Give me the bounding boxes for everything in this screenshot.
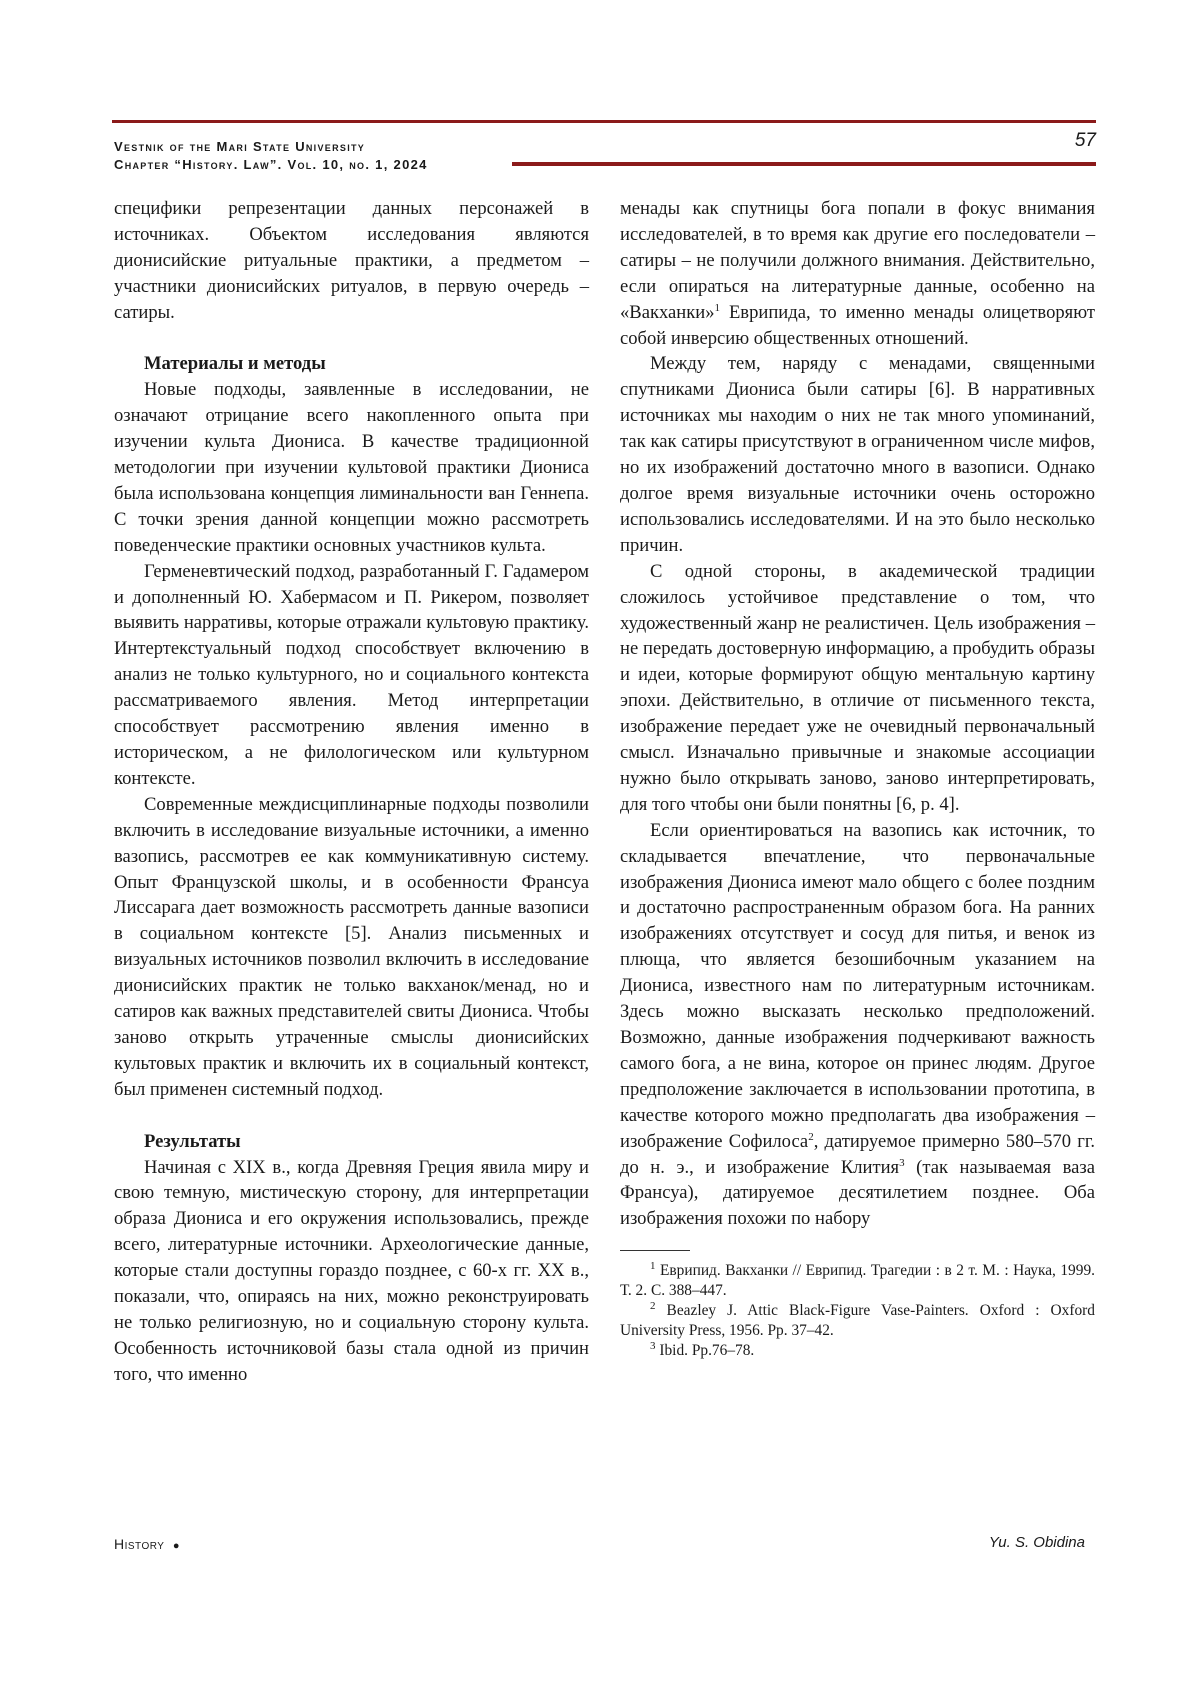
journal-title: [114, 138, 428, 174]
footnote: $^3$ Ibid. Pp.76–78.: [650, 1340, 755, 1360]
section-heading-methods: Материалы и методы: [144, 353, 326, 375]
right-column: [620, 196, 1095, 1361]
left-column: [114, 196, 589, 1388]
footer-author: Yu. S. Obidina: [988, 1534, 1085, 1551]
footnote: $^1$ Еврипид. Вакханки // Еврипид. Трагедии : в 2 т. М. : Наука, 1999. Т. 2. С. 388–447.: [620, 1260, 1095, 1300]
footnote-divider: [620, 1250, 690, 1251]
journal-title-line2: Chapter “History. Law”. Vol. 10, no. 1, 2024: [114, 157, 428, 172]
footnote-ref: 1: [714, 301, 721, 314]
footer-section-label: History: [114, 1536, 165, 1552]
bullet-icon: ●: [172, 1540, 181, 1552]
footnote: $^2$ Beazley J. Attic Black-Figure Vase-Painters. Oxford : Oxford University Press, 1956. Pp. 37–42.: [620, 1300, 1095, 1340]
page-number: 57: [1074, 130, 1096, 151]
paragraph: С одной стороны, в академической традиции сложилось устойчивое представление о том, что художественный жанр не реалистичен. Цель изображения – не передать достоверную информацию, а пробудить образы и идеи, которые формируют общую ментальную картину эпохи. Действительно, в отличие от письменного текста, изображение передает уже не очевидный первоначальный смысл. Изначально привычные и знакомые ассоциации нужно было открывать заново, заново интерпретировать, для того чтобы они были понятны [6, p. 4].: [620, 560, 1095, 815]
paragraph: Новые подходы, заявленные в исследовании, не означают отрицание всего накопленного опыта при изучении культа Диониса. В качестве традиционной методологии при изучении культовой практики Диониса была использована концепция лиминальности ван Геннепа. С точки зрения данной концепции можно рассмотреть поведенческие практики основных участников культа.: [114, 379, 589, 556]
footer-section: [114, 1536, 180, 1552]
header-rule: [512, 162, 1096, 166]
footnote-ref: 3: [899, 1156, 905, 1169]
journal-title-line1: Vestnik of the Mari State University: [114, 139, 366, 154]
paragraph: Современные междисциплинарные подходы позволили включить в исследование визуальные источники, а именно вазопись, рассмотрев ее как коммуникативную систему. Опыт Французской школы, и в особенности Франсуа Лиссарага дает возможность рассмотреть данные вазописи в социальном контексте [5]. Анализ письменных и визуальных источников позволил включить в исследование дионисийских практик не только вакханок/менад, но и сатиров как важных представителей свиты Диониса. Чтобы заново открыть утраченные смыслы дионисийских культовых практик и включить их в социальный контекст, был применен системный подход.: [114, 793, 589, 1100]
paragraph: Герменевтический подход, разработанный Г. Гадамером и дополненный Ю. Хабермасом и П. Рикером, позволяет выявить нарративы, которые отражали культовую практику. Интертекстуальный подход способствует включению в анализ не только культурного, но и социального контекста рассматриваемого явления. Метод интерпретации способствует рассмотрению явления именно в историческом, а не филологическом или культурном контексте.: [114, 560, 589, 789]
footnote-ref: 2: [808, 1130, 814, 1143]
header-top-rule: [112, 120, 1096, 123]
paragraph: Между тем, наряду с менадами, священными спутниками Диониса были сатиры [6]. В нарративных источниках мы находим о них не так много упоминаний, так как сатиры присутствуют в ограниченном числе мифов, но их изображений достаточно много в вазописи. Однако долгое время визуальные источники очень осторожно использовались исследователями. И на это было несколько причин.: [620, 353, 1095, 556]
paragraph: специфики репрезентации данных персонажей в источниках. Объектом исследования являются дионисийские ритуальные практики, а предметом – участники дионисийских ритуалов, в первую очередь – сатиры.: [114, 198, 589, 323]
paragraph: Начиная с XIX в., когда Древняя Греция явила миру и свою темную, мистическую сторону, для интерпретации образа Диониса и его окружения использовались, прежде всего, литературные источники. Археологические данные, которые стали доступны гораздо позднее, с 60-х гг. XX в., показали, что, опираясь на них, можно реконструировать не только религиозную, но и социальную сторону культа. Особенность источниковой базы стала одной из причин того, что именно: [114, 1156, 589, 1385]
paragraph: Если ориентироваться на вазопись как источник, то складывается впечатление, что первоначальные изображения Диониса имеют мало общего с более поздним и достаточно распространенным образом бога. На ранних изображениях отсутствует и сосуд для питья, и венок из плюща, что является безошибочным указанием на Диониса, известного нам по литературным источникам. Здесь можно высказать несколько предположений. Возможно, данные изображения подчеркивают важность самого бога, а не вина, которое он принес людям. Другое предположение заключается в использовании прототипа, в качестве которого можно предполагать два изображения – изображение Софилоса$^2$, датируемое примерно 580–570 гг. до н. э., и изображение Клития$^3$ (так называемая ваза Франсуа), датируемое десятилетием позднее. Оба изображения похожи по набору: [620, 819, 1096, 1230]
paragraph: менады как спутницы бога попали в фокус внимания исследователей, в то время как другие его последователи – сатиры – не получили должного внимания. Действительно, если опираться на литературные данные, особенно на «Вакханки»$^1$ Еврипида, то именно менады олицетворяют собой инверсию общественных отношений.: [620, 198, 1095, 349]
section-heading-results: Результаты: [144, 1130, 241, 1152]
